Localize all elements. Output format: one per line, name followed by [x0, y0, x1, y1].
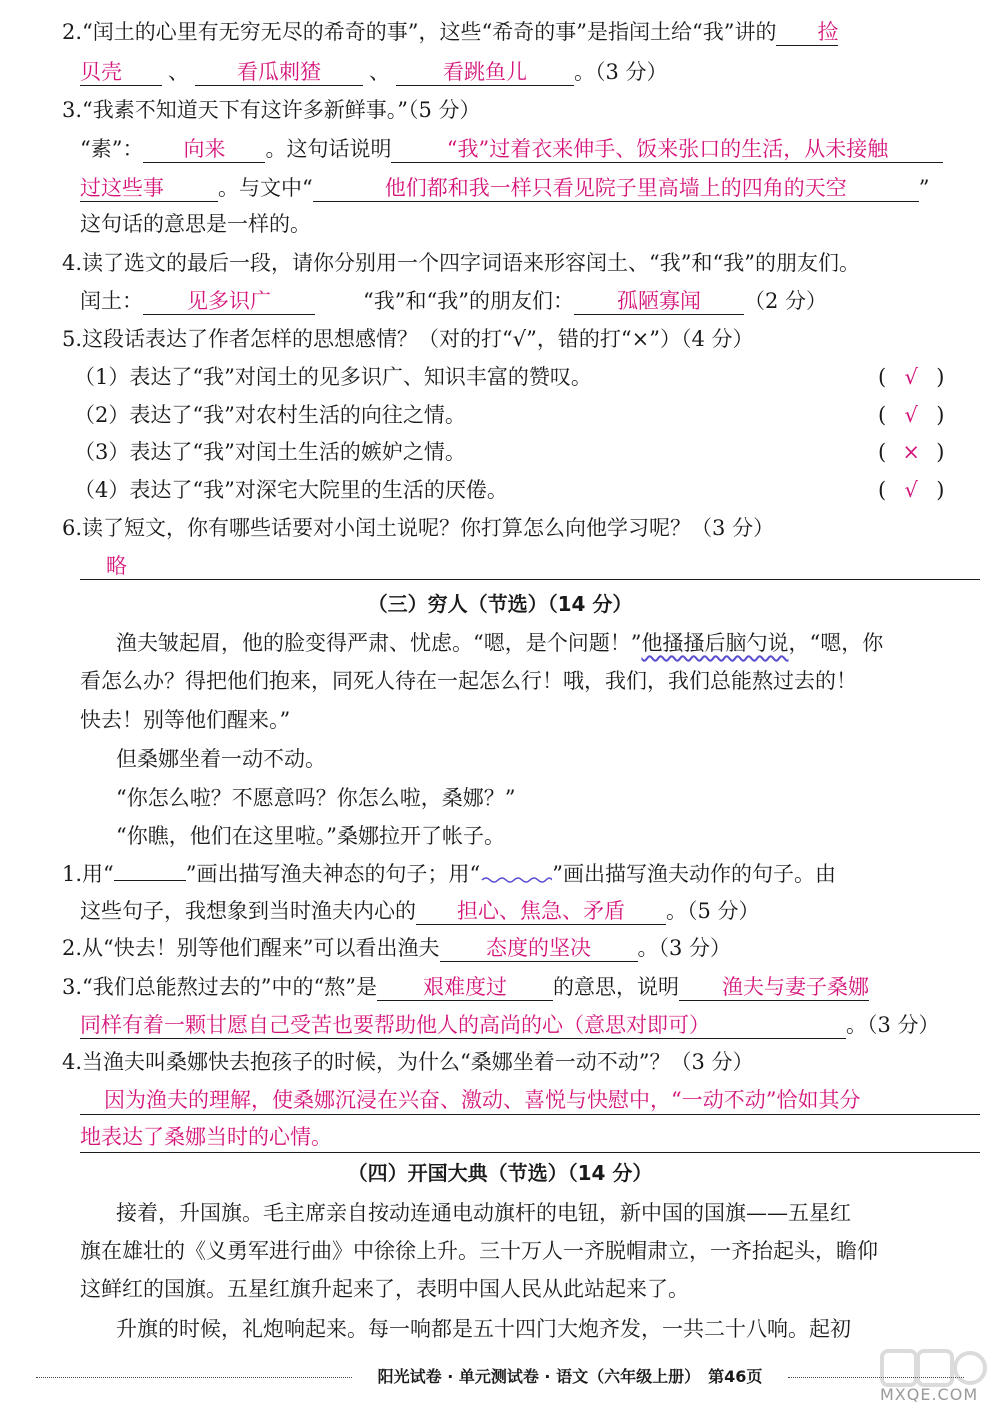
q3-quote: 3.“我素不知道天下有这许多新鲜事。”（5 分）: [62, 98, 481, 122]
passage-text: ，“嗯，你: [788, 631, 884, 655]
passage-line: “你怎么啦？不愿意吗？你怎么啦，桑娜？”: [116, 786, 516, 810]
p3-q2: [62, 933, 731, 963]
check-mark: √: [904, 365, 918, 389]
q5-mark-box: ( √ ): [878, 400, 944, 430]
p3-q4-prompt: 4.当渔夫叫桑娜快去抱孩子的时候，为什么“桑娜坐着一动不动”？（3 分）: [62, 1050, 754, 1074]
p3-q3-answer-2b: 同样有着一颗甘愿自己受苦也要帮助他人的高尚的心（意思对即可）: [80, 1012, 846, 1039]
p3-q2-text: 2.从“快去！别等他们醒来”可以看出渔夫: [62, 936, 440, 960]
q3-tail: 这句话的意思是一样的。: [80, 212, 311, 236]
p3-q2-answer: 态度的坚决: [440, 935, 638, 962]
q2-line1: [62, 17, 838, 47]
p3-q3-text: 的意思，说明: [552, 975, 679, 999]
separator: 、: [168, 60, 189, 84]
footer-text: 阳光试卷 · 单元测试卷 · 语文（六年级上册） 第46页: [377, 1367, 763, 1386]
q4-label: 闰土：: [80, 289, 143, 313]
passage-line: 快去！别等他们醒来。”: [80, 708, 291, 732]
passage-line: 但桑娜坐着一动不动。: [116, 747, 326, 771]
answer-line: [80, 1114, 980, 1115]
q5-item: （2）表达了“我”对农村生活的向往之情。: [74, 403, 466, 427]
separator: 、: [369, 60, 390, 84]
page-footer: [0, 1362, 1000, 1392]
q3-label-su: “素”：: [80, 137, 144, 161]
section-title: （四）开国大典（节选）（14 分）: [347, 1161, 653, 1185]
answer-line: [80, 579, 980, 580]
q3-text: 。与文中“: [218, 176, 313, 200]
footer-divider: [36, 1377, 352, 1378]
p3-q3-answer-2a: 渔夫与妻子桑娜: [679, 974, 869, 1001]
q5-mark-box: ( √ ): [878, 475, 944, 505]
straight-underline-sample: [114, 858, 186, 881]
p3-q1-text: ”画出描写渔夫动作的句子。由: [552, 862, 837, 886]
q3-text: 。这句话说明: [265, 137, 392, 161]
check-mark: √: [904, 478, 918, 502]
q2-answer-1b: 贝壳: [80, 59, 162, 86]
passage-line: “你瞧，他们在这里啦。”桑娜拉开了帐子。: [116, 824, 505, 848]
q3-answer-quote: 他们都和我一样只看见院子里高墙上的四角的天空: [313, 175, 919, 202]
q5-prompt: 5.这段话表达了作者怎样的思想感情？（对的打“√”，错的打“×”）（4 分）: [62, 327, 754, 351]
p3-q1-answer: 担心、焦急、矛盾: [416, 898, 666, 925]
passage-line: 看怎么办？得把他们抱来，同死人待在一起怎么行！哦，我们，我们总能熬过去的！: [80, 669, 857, 693]
p3-q3-answer-1: 艰难度过: [377, 974, 553, 1001]
q5-mark-box: ( √ ): [878, 362, 944, 392]
q6-answer: 略: [106, 554, 127, 578]
passage-line: 旗在雄壮的《义勇军进行曲》中徐徐上升。三十万人一齐脱帽肃立，一齐抬起头，瞻仰: [80, 1239, 878, 1263]
passage-line: 升旗的时候，礼炮响起来。每一响都是五十四门大炮齐发，一共二十八响。起初: [116, 1317, 851, 1341]
q3-answer-su: 向来: [143, 136, 265, 163]
q3-answer-explain-b: 过这些事: [80, 175, 218, 202]
q4-label: “我”和“我”的朋友们：: [363, 289, 574, 313]
q2-score: 。（3 分）: [574, 60, 668, 84]
p3-q3-line1: [62, 972, 869, 1002]
p3-q3-line2: [80, 1010, 940, 1040]
p3-q3-text: 3.“我们总能熬过去的”中的“熬”是: [62, 975, 377, 999]
q4-prompt: 4.读了选文的最后一段，请你分别用一个四字词语来形容闰土、“我”和“我”的朋友们。: [62, 251, 860, 275]
wavy-underlined-sentence: 他搔搔后脑勺说: [641, 631, 789, 655]
watermark-text: MXQE.COM: [880, 1385, 979, 1404]
p3-q1-text: 这些句子，我想象到当时渔夫内心的: [80, 899, 416, 923]
q5-mark-box: ( × ): [878, 437, 944, 467]
passage-text: 渔夫皱起眉，他的脸变得严肃、忧虑。“嗯，是个问题！”: [116, 631, 642, 655]
answer-line: [80, 1152, 980, 1153]
q2-answer-2: 看瓜刺猹: [195, 59, 363, 86]
section-title: （三）穷人（节选）（14 分）: [367, 592, 633, 616]
p3-q3-score: 。（3 分）: [846, 1013, 940, 1037]
p3-q2-score: 。（3 分）: [637, 936, 732, 960]
cross-mark: ×: [902, 440, 920, 464]
passage-line: 这鲜红的国旗。五星红旗升起来了，表明中国人民从此站起来了。: [80, 1277, 689, 1301]
q2-line2: [80, 57, 668, 87]
passage-line: 接着，升国旗。毛主席亲自按动连通电动旗杆的电钮，新中国的国旗——五星红: [116, 1201, 851, 1225]
q5-item: （4）表达了“我”对深宅大院里的生活的厌倦。: [74, 478, 508, 502]
q4-answer-runtu: 见多识广: [143, 288, 315, 315]
q3-text: ”: [918, 176, 930, 200]
p3-q1-text: ”画出描写渔夫神态的句子；用“: [185, 862, 481, 886]
p3-q1-text: 1.用“: [62, 862, 114, 886]
p3-q1-score: 。（5 分）: [666, 899, 760, 923]
q2-answer-1a: 捡: [776, 19, 838, 46]
q5-item: （1）表达了“我”对闰土的见多识广、知识丰富的赞叹。: [74, 365, 592, 389]
q5-item: （3）表达了“我”对闰土生活的嫉妒之情。: [74, 440, 466, 464]
passage-line: [116, 628, 883, 658]
q4-line2: [80, 286, 827, 316]
q2-prompt: 2.“闰土的心里有无穷无尽的希奇的事”，这些“希奇的事”是指闰土给“我”讲的: [62, 20, 777, 44]
p3-q4-answer-b: 地表达了桑娜当时的心情。: [80, 1125, 332, 1149]
p3-q1-line1: [62, 858, 836, 889]
q3-answer-explain-a: “我”过着衣来伸手、饭来张口的生活，从未接触: [391, 136, 943, 163]
wavy-underline-sample: [480, 859, 552, 881]
q4-score: （2 分）: [743, 289, 827, 313]
p3-q1-line2: [80, 896, 760, 926]
q3-line2: [80, 134, 943, 164]
check-mark: √: [904, 403, 918, 427]
q3-line3: [80, 173, 930, 203]
p3-q4-answer-a: 因为渔夫的理解，使桑娜沉浸在兴奋、激动、喜悦与快慰中，“一动不动”恰如其分: [104, 1088, 861, 1112]
q6-prompt: 6.读了短文，你有哪些话要对小闰土说呢？你打算怎么向他学习呢？（3 分）: [62, 516, 775, 540]
q2-answer-3: 看跳鱼儿: [396, 59, 574, 86]
q4-answer-friends: 孤陋寡闻: [574, 288, 744, 315]
